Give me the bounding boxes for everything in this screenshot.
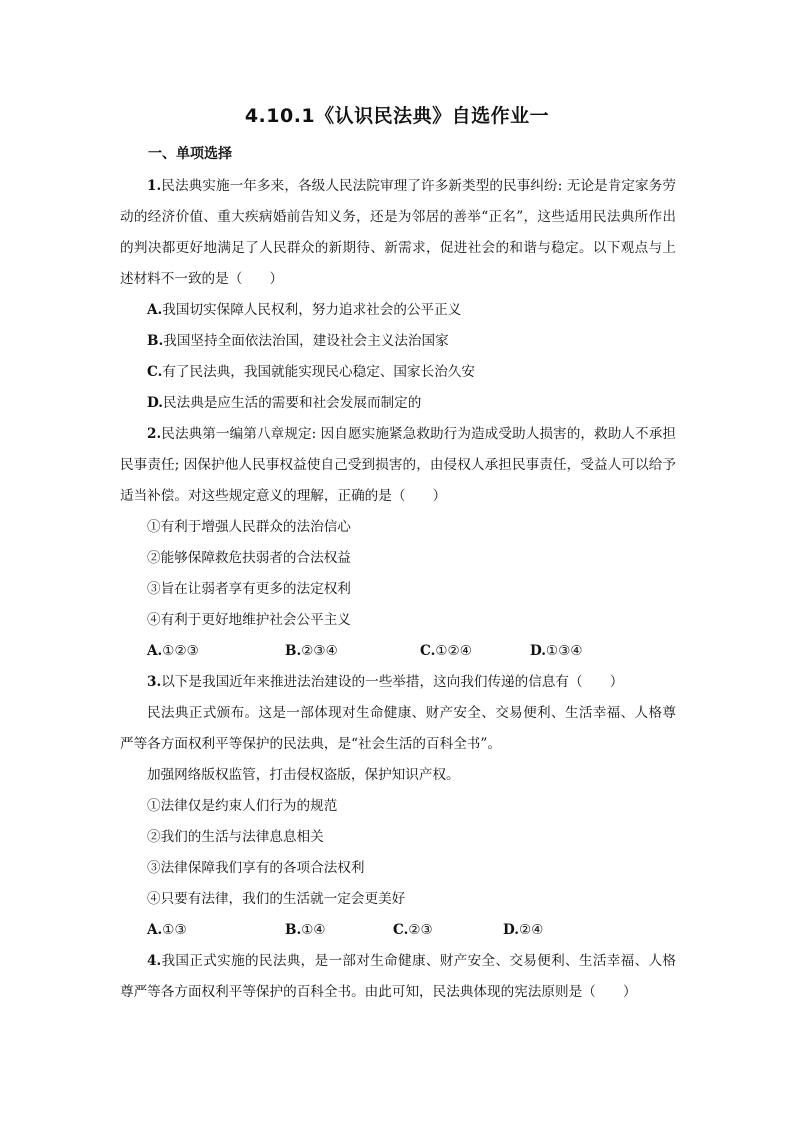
question-3-option-c: C.②③ bbox=[393, 922, 433, 938]
question-3-material-1: 民法典正式颁布。这是一部体现对生命健康、财产安全、交易便利、生活幸福、人格尊严等各方面权利平等保护的民法典，是“社会生活的百科全书”。 bbox=[120, 705, 676, 752]
question-1-option-d: D.民法典是应生活的需要和社会发展而制定的 bbox=[147, 395, 422, 411]
question-2-item-3: ③旨在让弱者享有更多的法定权利 bbox=[147, 581, 351, 597]
question-3-option-a: A.①③ bbox=[147, 922, 187, 938]
question-3-number: 3. bbox=[147, 674, 162, 690]
question-2-number: 2. bbox=[147, 426, 162, 442]
question-3-option-b: B.①④ bbox=[285, 922, 326, 938]
question-2-item-2: ②能够保障救危扶弱者的合法权益 bbox=[147, 550, 351, 566]
question-2-text: 民法典第一编第八章规定: 因自愿实施紧急救助行为造成受助人损害的，救助人不承担民事责任; 因保护他人民事权益使自己受到损害的，由侵权人承担民事责任，受益人可以给予适当补偿。对这些规定意义的理解，正确的是（ ） bbox=[120, 426, 676, 504]
question-3-option-d: D.②④ bbox=[503, 922, 544, 938]
question-3-stem bbox=[120, 667, 676, 698]
question-3-text: 以下是我国近年来推进法治建设的一些举措，这向我们传递的信息有（ ） bbox=[161, 674, 624, 690]
question-2-stem bbox=[120, 419, 676, 512]
question-2-item-4: ④有利于更好地维护社会公平主义 bbox=[147, 612, 351, 628]
question-4-number: 4. bbox=[147, 953, 162, 969]
question-1-option-c: C.有了民法典，我国就能实现民心稳定、国家长治久安 bbox=[147, 364, 475, 380]
question-2-option-b: B.②③④ bbox=[285, 643, 338, 659]
question-1-stem bbox=[120, 171, 676, 295]
question-3-material-2: 加强网络版权监管，打击侵权盗版，保护知识产权。 bbox=[147, 767, 460, 783]
question-1-text: 民法典实施一年多来，各级人民法院审理了许多新类型的民事纠纷: 无论是肯定家务劳动的经济价值、重大疾病婚前告知义务，还是为邻居的善举“正名”，这些适用民法典所作出的判决都更好地满足了人民群众的新期待、新需求，促进社会的和谐与稳定。以下观点与上述材料不一致的是（ ） bbox=[120, 178, 676, 287]
question-1-option-b: B.我国坚持全面依法治国，建设社会主义法治国家 bbox=[147, 333, 449, 349]
section-heading: 一、单项选择 bbox=[148, 146, 232, 162]
question-2-option-d: D.①③④ bbox=[530, 643, 583, 659]
question-3-item-3: ③法律保障我们享有的各项合法权利 bbox=[147, 860, 365, 876]
question-3-item-1: ①法律仅是约束人们行为的规范 bbox=[147, 798, 338, 814]
question-1-option-a: A.我国切实保障人民权利，努力追求社会的公平正义 bbox=[147, 302, 462, 318]
document-title: 4.10.1《认识民法典》自选作业一 bbox=[244, 105, 550, 127]
question-4-stem bbox=[120, 946, 676, 1008]
question-2-option-c: C.①②④ bbox=[420, 643, 472, 659]
question-2-item-1: ①有利于增强人民群众的法治信心 bbox=[147, 519, 351, 535]
question-list bbox=[120, 171, 676, 1008]
question-3-options bbox=[120, 915, 676, 946]
question-1-number: 1. bbox=[147, 178, 162, 194]
question-2-option-a: A.①②③ bbox=[147, 643, 199, 659]
question-3-item-2: ②我们的生活与法律息息相关 bbox=[147, 829, 324, 845]
question-2-options bbox=[120, 636, 676, 667]
question-3-item-4: ④只要有法律，我们的生活就一定会更美好 bbox=[147, 891, 406, 907]
question-4-text: 我国正式实施的民法典，是一部对生命健康、财产安全、交易便利、生活幸福、人格尊严等各方面权利平等保护的百科全书。由此可知，民法典体现的宪法原则是（ ） bbox=[120, 953, 676, 1000]
